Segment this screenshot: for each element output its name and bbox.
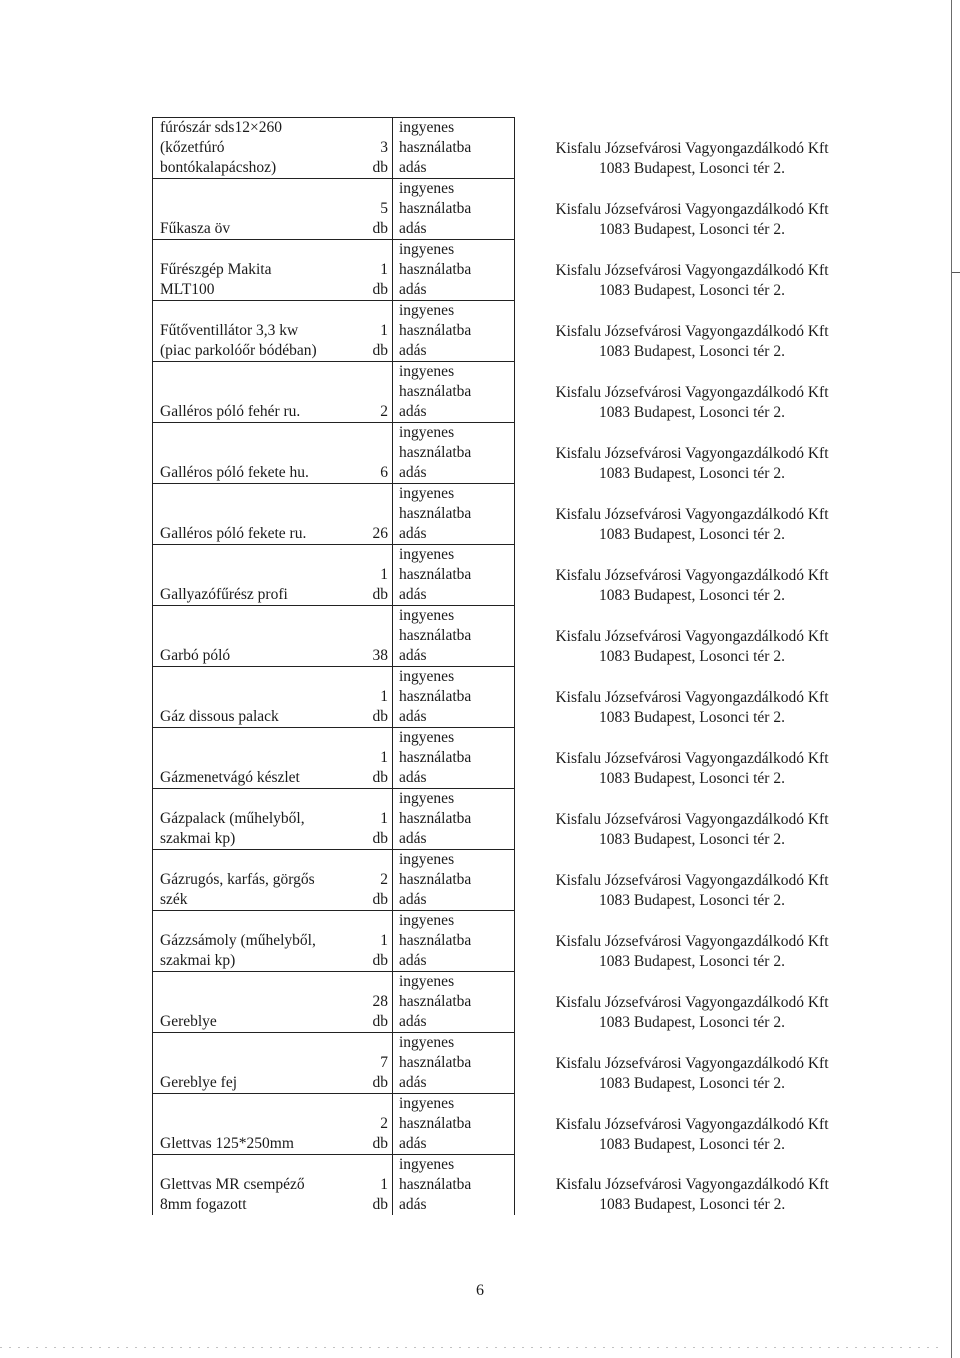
transfer-status-cell [393,118,515,179]
quantity-line [364,301,388,321]
table-row [153,545,870,606]
quantity-line [364,504,388,524]
recipient-address: 1083 Budapest, Losonci tér 2. [599,342,785,360]
table-row [153,118,870,179]
item-name-line [160,972,364,992]
item-name-cell [153,972,365,1033]
transfer-status-line: használatba [399,993,472,1010]
quantity-line: 2 [380,871,388,888]
quantity-line [364,1094,388,1114]
item-name-line [160,565,364,585]
item-name-line: Glettvas MR csempéző [160,1176,305,1193]
transfer-status-cell [393,911,515,972]
recipient-cell [515,240,870,301]
item-name-line: szék [160,891,188,908]
item-name-line [160,443,364,463]
transfer-status-cell [393,362,515,423]
item-name-line: MLT100 [160,281,215,298]
recipient-address: 1083 Budapest, Losonci tér 2. [599,220,785,238]
item-name-line [160,1053,364,1073]
quantity-line: 1 [380,932,388,949]
item-name-line: bontókalapácshoz) [160,159,277,176]
transfer-status-line: ingyenes [399,790,455,807]
quantity-line: db [372,708,388,725]
quantity-cell [364,118,393,179]
transfer-status-line: adás [399,342,427,359]
quantity-cell [364,911,393,972]
transfer-status-line: ingyenes [399,1095,455,1112]
transfer-status-line: használatba [399,444,472,461]
transfer-status-line: használatba [399,932,472,949]
transfer-status-line: adás [399,891,427,908]
quantity-line: 1 [380,566,388,583]
item-name-line: szakmai kp) [160,830,236,847]
quantity-line: db [372,342,388,359]
item-name-cell [153,423,365,484]
item-name-line [160,545,364,565]
transfer-status-line: ingyenes [399,851,455,868]
recipient-cell [515,301,870,362]
quantity-line: 28 [372,993,388,1010]
recipient-address: 1083 Budapest, Losonci tér 2. [599,830,785,848]
transfer-status-line: adás [399,952,427,969]
recipient-name: Kisfalu Józsefvárosi Vagyongazdálkodó Kft [555,993,829,1011]
item-name-cell [153,1094,365,1155]
item-name-line [160,1114,364,1134]
quantity-cell [364,423,393,484]
table-row [153,667,870,728]
transfer-status-cell [393,789,515,850]
quantity-cell [364,545,393,606]
transfer-status-cell [393,545,515,606]
inventory-table [152,117,870,1215]
transfer-status-cell [393,1155,515,1216]
transfer-status-line: adás [399,1074,427,1091]
item-name-line [160,362,364,382]
quantity-line: 1 [380,261,388,278]
recipient-address: 1083 Budapest, Losonci tér 2. [599,647,785,665]
item-name-line [160,667,364,687]
table-row [153,972,870,1033]
transfer-status-line: használatba [399,627,472,644]
transfer-status-line: ingyenes [399,302,455,319]
table-row [153,1155,870,1216]
transfer-status-line: adás [399,708,427,725]
transfer-status-line: használatba [399,383,472,400]
item-name-cell [153,850,365,911]
item-name-line [160,504,364,524]
transfer-status-line: adás [399,403,427,420]
recipient-cell [515,972,870,1033]
recipient-cell [515,484,870,545]
transfer-status-line: használatba [399,505,472,522]
recipient-address: 1083 Budapest, Losonci tér 2. [599,1013,785,1031]
item-name-line: Glettvas 125*250mm [160,1135,294,1152]
quantity-line [364,545,388,565]
quantity-line [364,667,388,687]
quantity-line: db [372,891,388,908]
transfer-status-line: adás [399,220,427,237]
transfer-status-line: adás [399,647,427,664]
quantity-line [364,789,388,809]
item-name-line: Fűtőventillátor 3,3 kw [160,322,299,339]
recipient-address: 1083 Budapest, Losonci tér 2. [599,1196,786,1213]
item-name-line [160,484,364,504]
item-name-cell [153,728,365,789]
transfer-status-cell [393,484,515,545]
transfer-status-cell [393,850,515,911]
transfer-status-line: adás [399,159,427,176]
item-name-line [160,687,364,707]
quantity-line: db [372,1074,388,1091]
table-row [153,1033,870,1094]
quantity-line [364,728,388,748]
scan-edge-line [951,0,952,1358]
item-name-cell [153,911,365,972]
table-row [153,362,870,423]
recipient-name: Kisfalu Józsefvárosi Vagyongazdálkodó Kft [555,932,829,950]
item-name-line [160,1155,364,1175]
item-name-line [160,301,364,321]
recipient-name: Kisfalu Józsefvárosi Vagyongazdálkodó Kft [555,505,829,523]
quantity-line: db [372,281,388,298]
recipient-address: 1083 Budapest, Losonci tér 2. [599,769,785,787]
quantity-line: 3 [380,139,388,156]
transfer-status-line: ingyenes [399,973,455,990]
transfer-status-line: ingyenes [399,180,455,197]
transfer-status-line: használatba [399,139,472,156]
table-row [153,179,870,240]
item-name-line: Fűkasza öv [160,220,231,237]
recipient-cell [515,606,870,667]
table-row [153,240,870,301]
item-name-cell [153,545,365,606]
quantity-line [364,118,388,138]
transfer-status-line: adás [399,1135,427,1152]
item-name-cell [153,179,365,240]
item-name-line: Gázpalack (műhelyből, [160,810,305,827]
transfer-status-line: adás [399,769,427,786]
quantity-cell [364,667,393,728]
item-name-line: Galléros póló fehér ru. [160,403,301,420]
recipient-address: 1083 Budapest, Losonci tér 2. [599,525,785,543]
item-name-cell [153,1155,365,1216]
quantity-line [364,606,388,626]
table-row [153,606,870,667]
item-name-line: 8mm fogazott [160,1196,247,1213]
item-name-line: Gallyazófűrész profi [160,586,288,603]
recipient-address: 1083 Budapest, Losonci tér 2. [599,464,785,482]
item-name-cell [153,240,365,301]
quantity-line [364,1033,388,1053]
scan-edge-tick [952,272,960,273]
table-row [153,1094,870,1155]
table-row [153,728,870,789]
quantity-line [364,443,388,463]
transfer-status-line: ingyenes [399,668,455,685]
table-row [153,423,870,484]
transfer-status-line: használatba [399,261,472,278]
item-name-line: Gázmenetvágó készlet [160,769,300,786]
transfer-status-line: használatba [399,1176,472,1193]
transfer-status-line: használatba [399,200,472,217]
item-name-cell [153,667,365,728]
item-name-line: fúrószár sds12×260 [160,119,282,136]
recipient-cell [515,1033,870,1094]
recipient-name: Kisfalu Józsefvárosi Vagyongazdálkodó Kft [555,383,829,401]
recipient-cell [515,850,870,911]
transfer-status-line: adás [399,1196,427,1213]
item-name-cell [153,118,365,179]
quantity-cell [364,362,393,423]
quantity-line: db [372,586,388,603]
transfer-status-cell [393,240,515,301]
item-name-cell [153,484,365,545]
quantity-line: db [372,1196,388,1213]
transfer-status-cell [393,1033,515,1094]
recipient-cell [515,911,870,972]
table-row [153,301,870,362]
item-name-line [160,382,364,402]
transfer-status-line: ingyenes [399,1156,455,1173]
item-name-line: Galléros póló fekete ru. [160,525,307,542]
transfer-status-line: használatba [399,810,472,827]
transfer-status-line: ingyenes [399,424,455,441]
quantity-line [364,362,388,382]
transfer-status-line: adás [399,586,427,603]
transfer-status-line: ingyenes [399,241,455,258]
item-name-line [160,789,364,809]
quantity-line: 1 [380,810,388,827]
quantity-line: 6 [380,464,388,481]
item-name-line [160,179,364,199]
quantity-line: 38 [372,647,388,664]
quantity-line [364,626,388,646]
quantity-cell [364,972,393,1033]
transfer-status-line: ingyenes [399,546,455,563]
recipient-address: 1083 Budapest, Losonci tér 2. [599,1074,785,1092]
transfer-status-line: ingyenes [399,729,455,746]
quantity-line: 1 [380,749,388,766]
quantity-line: 26 [372,525,388,542]
item-name-line: Gereblye fej [160,1074,238,1091]
transfer-status-line: használatba [399,1115,472,1132]
item-name-line [160,199,364,219]
recipient-name: Kisfalu Józsefvárosi Vagyongazdálkodó Kft [555,688,829,706]
transfer-status-cell [393,301,515,362]
recipient-cell [515,545,870,606]
recipient-cell [515,667,870,728]
item-name-line: (kőzetfúró [160,139,225,156]
transfer-status-line: adás [399,464,427,481]
quantity-line: 1 [380,688,388,705]
transfer-status-cell [393,972,515,1033]
quantity-line: db [372,1013,388,1030]
recipient-name: Kisfalu Józsefvárosi Vagyongazdálkodó Kft [555,139,829,157]
recipient-name: Kisfalu Józsefvárosi Vagyongazdálkodó Kft [555,810,829,828]
transfer-status-line: adás [399,1013,427,1030]
recipient-address: 1083 Budapest, Losonci tér 2. [599,586,785,604]
quantity-line [364,240,388,260]
item-name-cell [153,789,365,850]
quantity-line: db [372,952,388,969]
recipient-address: 1083 Budapest, Losonci tér 2. [599,708,785,726]
quantity-line [364,423,388,443]
item-name-line [160,240,364,260]
scan-bottom-noise [0,1347,940,1348]
recipient-cell [515,1094,870,1155]
item-name-line [160,1094,364,1114]
item-name-line: Galléros póló fekete hu. [160,464,309,481]
quantity-cell [364,179,393,240]
transfer-status-line: ingyenes [399,363,455,380]
item-name-line [160,728,364,748]
recipient-cell [515,179,870,240]
recipient-address: 1083 Budapest, Losonci tér 2. [599,403,785,421]
quantity-cell [364,1094,393,1155]
item-name-line: Gázrugós, karfás, görgős [160,871,315,888]
transfer-status-line: adás [399,525,427,542]
quantity-line: 7 [380,1054,388,1071]
recipient-name: Kisfalu Józsefvárosi Vagyongazdálkodó Kft [555,200,829,218]
transfer-status-line: ingyenes [399,607,455,624]
transfer-status-line: használatba [399,688,472,705]
recipient-cell [515,1155,870,1216]
item-name-cell [153,362,365,423]
quantity-line [364,972,388,992]
recipient-name: Kisfalu Józsefvárosi Vagyongazdálkodó Kft [555,444,829,462]
recipient-name: Kisfalu Józsefvárosi Vagyongazdálkodó Kft [555,1115,829,1133]
table-row [153,789,870,850]
recipient-name: Kisfalu Józsefvárosi Vagyongazdálkodó Kft [555,627,829,645]
page-number: 6 [476,1282,484,1299]
quantity-cell [364,484,393,545]
transfer-status-line: ingyenes [399,119,455,136]
table-row [153,850,870,911]
inventory-table-body [153,118,870,1216]
quantity-cell [364,240,393,301]
quantity-line: db [372,830,388,847]
quantity-line [364,484,388,504]
quantity-cell [364,728,393,789]
recipient-name: Kisfalu Józsefvárosi Vagyongazdálkodó Kft [555,566,829,584]
quantity-line: 1 [380,322,388,339]
transfer-status-cell [393,1094,515,1155]
quantity-line [364,382,388,402]
quantity-cell [364,789,393,850]
recipient-cell [515,423,870,484]
recipient-name: Kisfalu Józsefvárosi Vagyongazdálkodó Kft [555,749,829,767]
transfer-status-line: használatba [399,749,472,766]
quantity-line [364,911,388,931]
item-name-line: Garbó póló [160,647,231,664]
item-name-line: szakmai kp) [160,952,236,969]
item-name-line [160,626,364,646]
recipient-name: Kisfalu Józsefvárosi Vagyongazdálkodó Kft [555,1054,829,1072]
quantity-line: db [372,1135,388,1152]
transfer-status-line: használatba [399,322,472,339]
recipient-cell [515,789,870,850]
quantity-line [364,1155,388,1175]
item-name-line [160,1033,364,1053]
item-name-line: Fűrészgép Makita [160,261,272,278]
item-name-line [160,911,364,931]
quantity-line: 1 [380,1176,388,1193]
recipient-name: Kisfalu Józsefvárosi Vagyongazdálkodó Kft [555,1176,829,1193]
item-name-line [160,992,364,1012]
item-name-line [160,423,364,443]
item-name-line [160,850,364,870]
recipient-address: 1083 Budapest, Losonci tér 2. [599,891,785,909]
quantity-line: 2 [380,1115,388,1132]
transfer-status-line: adás [399,830,427,847]
recipient-address: 1083 Budapest, Losonci tér 2. [599,159,785,177]
quantity-line: 5 [380,200,388,217]
table-row [153,911,870,972]
transfer-status-line: használatba [399,1054,472,1071]
transfer-status-cell [393,423,515,484]
recipient-cell [515,362,870,423]
transfer-status-line: ingyenes [399,1034,455,1051]
item-name-line [160,748,364,768]
quantity-cell [364,850,393,911]
item-name-line: Gázzsámoly (műhelyből, [160,932,316,949]
transfer-status-cell [393,728,515,789]
quantity-cell [364,1155,393,1216]
recipient-name: Kisfalu Józsefvárosi Vagyongazdálkodó Kft [555,322,829,340]
recipient-address: 1083 Budapest, Losonci tér 2. [599,952,785,970]
quantity-cell [364,606,393,667]
transfer-status-line: ingyenes [399,912,455,929]
quantity-line [364,850,388,870]
item-name-cell [153,606,365,667]
recipient-cell [515,118,870,179]
transfer-status-line: használatba [399,566,472,583]
quantity-cell [364,1033,393,1094]
recipient-name: Kisfalu Józsefvárosi Vagyongazdálkodó Kft [555,871,829,889]
recipient-address: 1083 Budapest, Losonci tér 2. [599,1135,785,1153]
quantity-line: db [372,159,388,176]
item-name-line [160,606,364,626]
item-name-line: Gáz dissous palack [160,708,279,725]
transfer-status-line: adás [399,281,427,298]
recipient-cell [515,728,870,789]
transfer-status-cell [393,667,515,728]
quantity-line: 2 [380,403,388,420]
transfer-status-line: használatba [399,871,472,888]
recipient-name: Kisfalu Józsefvárosi Vagyongazdálkodó Kft [555,261,829,279]
transfer-status-line: ingyenes [399,485,455,502]
transfer-status-cell [393,179,515,240]
item-name-cell [153,1033,365,1094]
transfer-status-cell [393,606,515,667]
table-row [153,484,870,545]
quantity-line [364,179,388,199]
item-name-cell [153,301,365,362]
quantity-line: db [372,220,388,237]
recipient-address: 1083 Budapest, Losonci tér 2. [599,281,785,299]
item-name-line: (piac parkolóőr bódéban) [160,342,317,359]
item-name-line: Gereblye [160,1013,217,1030]
quantity-cell [364,301,393,362]
quantity-line: db [372,769,388,786]
